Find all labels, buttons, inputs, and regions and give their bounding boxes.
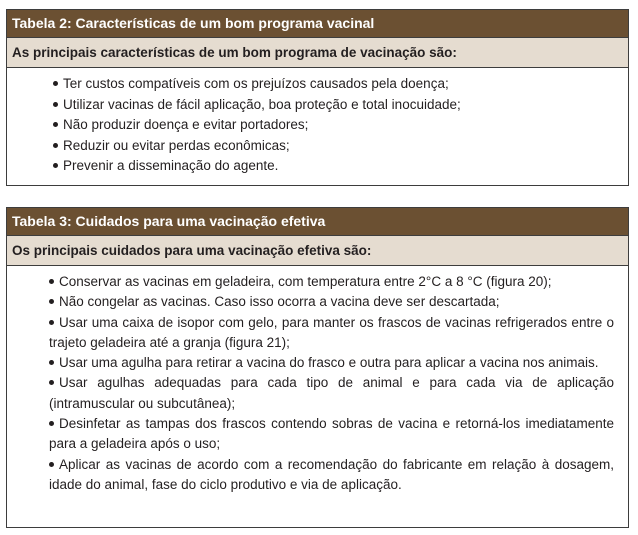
list-item-text: Ter custos compatíveis com os prejuízos causados pela doença; bbox=[63, 76, 449, 91]
list-item-text: Não congelar as vacinas. Caso isso ocorra a vacina deve ser descartada; bbox=[59, 294, 500, 310]
list-item bbox=[7, 136, 628, 157]
list-item bbox=[7, 156, 628, 177]
list-item-text: Desinfetar as tampas dos frascos contendo sobras de vacina e retorná-los imediatamente para a geladeira após o uso; bbox=[49, 416, 614, 452]
bullet-icon bbox=[49, 313, 59, 333]
list-item bbox=[49, 414, 614, 455]
list-item-text: Usar uma agulha para retirar a vacina do frasco e outra para aplicar a vacina nos animais. bbox=[59, 355, 599, 371]
list-item bbox=[49, 292, 614, 312]
list-item bbox=[7, 115, 628, 136]
bullet-icon bbox=[49, 272, 59, 292]
list-item bbox=[7, 74, 628, 95]
table-3-list bbox=[7, 266, 628, 495]
list-item-text: Usar uma caixa de isopor com gelo, para manter os frascos de vacinas refrigerados entre o trajeto geladeira até a granja (figura 21); bbox=[49, 314, 614, 350]
bullet-icon bbox=[53, 115, 63, 136]
list-item-text: Prevenir a disseminação do agente. bbox=[63, 158, 279, 174]
table-3-title: Tabela 3: Cuidados para uma vacinação efetiva bbox=[7, 208, 628, 235]
table-3-subtitle: Os principais cuidados para uma vacinação efetiva são: bbox=[7, 235, 628, 266]
bullet-icon bbox=[53, 74, 63, 95]
bullet-icon bbox=[49, 292, 59, 312]
list-item-text: Aplicar as vacinas de acordo com a recomendação do fabricante em relação à dosagem, idade do animal, fase do ciclo produtivo e via de aplicação. bbox=[49, 456, 614, 492]
bullet-icon bbox=[49, 414, 59, 434]
list-item bbox=[49, 313, 614, 354]
list-item bbox=[49, 455, 614, 496]
list-item-text: Conservar as vacinas em geladeira, com temperatura entre 2°C a 8 °C (figura 20); bbox=[59, 274, 552, 289]
list-item-text: Utilizar vacinas de fácil aplicação, boa proteção e total inocuidade; bbox=[63, 96, 461, 112]
list-item bbox=[7, 95, 628, 116]
list-item bbox=[49, 272, 614, 292]
list-item bbox=[49, 373, 614, 414]
bullet-icon bbox=[53, 156, 63, 177]
bullet-icon bbox=[53, 95, 63, 116]
list-item bbox=[49, 353, 614, 373]
bullet-icon bbox=[53, 136, 63, 157]
list-item-text: Não produzir doença e evitar portadores; bbox=[63, 117, 309, 133]
list-item-text: Reduzir ou evitar perdas econômicas; bbox=[63, 137, 290, 153]
table-2 bbox=[6, 9, 629, 186]
list-item-text: Usar agulhas adequadas para cada tipo de animal e para cada via de aplicação (intramuscular ou subcutânea); bbox=[49, 375, 614, 411]
table-2-list bbox=[7, 68, 628, 177]
bullet-icon bbox=[49, 353, 59, 373]
table-2-title: Tabela 2: Características de um bom programa vacinal bbox=[7, 10, 628, 37]
table-3 bbox=[6, 207, 629, 528]
bullet-icon bbox=[49, 455, 59, 475]
bullet-icon bbox=[49, 373, 59, 393]
table-2-subtitle: As principais características de um bom programa de vacinação são: bbox=[7, 37, 628, 68]
